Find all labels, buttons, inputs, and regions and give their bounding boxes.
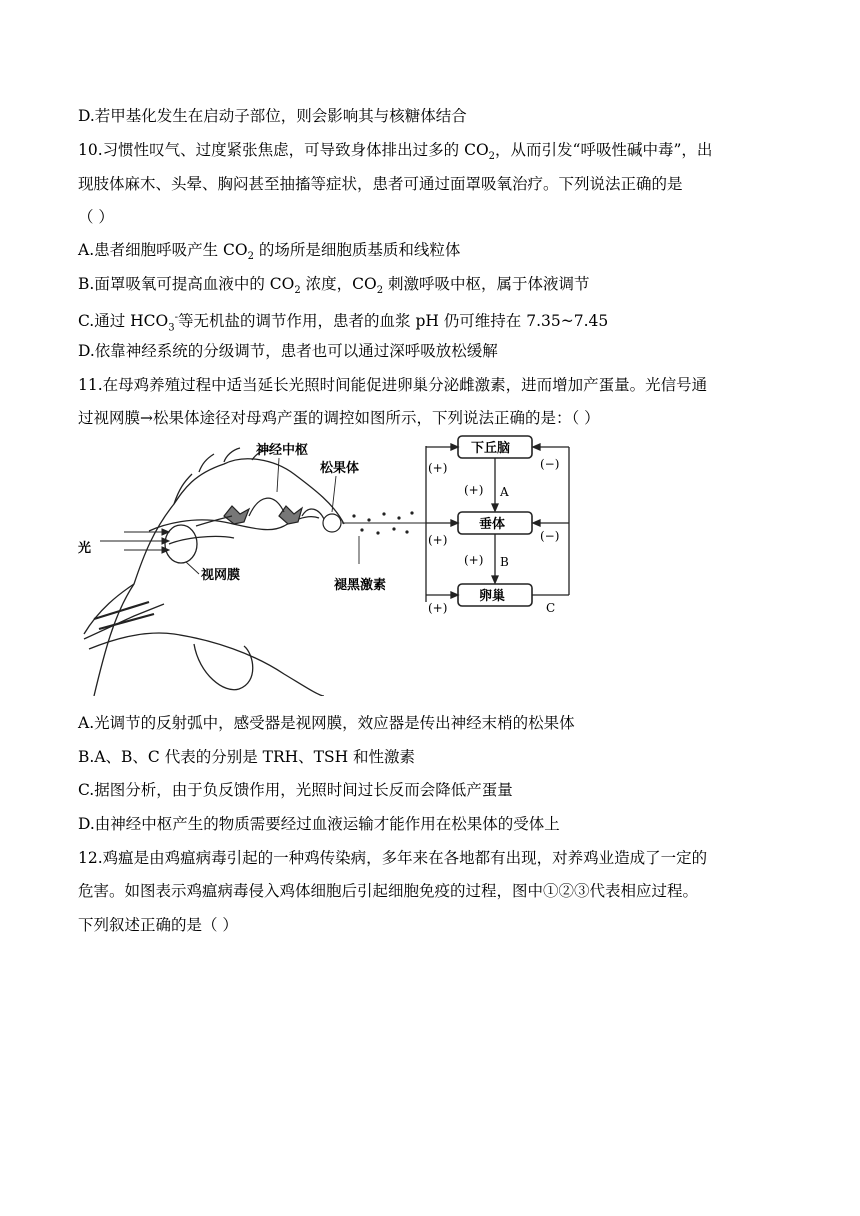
q10-stem-line2: 现肢体麻木、头晕、胸闷甚至抽搐等症状，患者可通过面罩吸氧治疗。下列说法正确的是 xyxy=(78,175,683,193)
plus-sign: (+) xyxy=(428,461,448,475)
q11-option-a: A.光调节的反射弧中，感受器是视网膜，效应器是传出神经末梢的松果体 xyxy=(78,714,575,732)
q11-option-b: B.A、B、C 代表的分别是 TRH、TSH 和性激素 xyxy=(78,748,416,766)
label-melatonin: 褪黑激素 xyxy=(334,578,387,593)
q12-stem-line2: 危害。如图表示鸡瘟病毒侵入鸡体细胞后引起细胞免疫的过程，图中①②③代表相应过程。 xyxy=(78,882,699,900)
label-retina: 视网膜 xyxy=(201,568,241,583)
q9-option-d: D.若甲基化发生在启动子部位，则会影响其与核糖体结合 xyxy=(78,107,467,125)
q10-option-b: B.面罩吸氧可提高血液中的 $CO_2$ 浓度，$CO_2$ 刺激呼吸中枢，属于体液调节 xyxy=(78,275,590,297)
box-pituitary: 垂体 xyxy=(479,517,506,532)
letter-b: B xyxy=(500,555,509,569)
hen-photoperiod-diagram xyxy=(74,434,594,696)
q10-stem-line1: 10.习惯性叹气、过度紧张焦虑，可导致身体排出过多的 $CO_2$，从而引发“呼吸性碱中毒”，出 xyxy=(78,141,713,163)
q11-option-c: C.据图分析，由于负反馈作用，光照时间过长反而会降低产蛋量 xyxy=(78,781,513,799)
box-ovary: 卵巢 xyxy=(479,589,506,604)
q12-stem-line1: 12.鸡瘟是由鸡瘟病毒引起的一种鸡传染病，多年来在各地都有出现，对养鸡业造成了一定的 xyxy=(78,849,708,867)
q11-option-d: D.由神经中枢产生的物质需要经过血液运输才能作用在松果体的受体上 xyxy=(78,815,560,833)
plus-sign: (+) xyxy=(464,483,484,497)
minus-sign: (−) xyxy=(540,457,560,471)
q10-option-c: C.通过 $HCO_3^-$等无机盐的调节作用，患者的血浆 pH 仍可维持在 7.35~7.45 xyxy=(78,312,609,334)
neurons xyxy=(196,498,341,532)
plus-sign: (+) xyxy=(428,601,448,615)
q10-option-d: D.依靠神经系统的分级调节，患者也可以通过深呼吸放松缓解 xyxy=(78,342,498,360)
light-rays xyxy=(100,529,169,553)
box-hypothalamus: 下丘脑 xyxy=(471,441,511,456)
q12-stem-line3: 下列叙述正确的是（ ） xyxy=(78,916,238,934)
minus-sign: (−) xyxy=(540,529,560,543)
q10-answer-blank: （ ） xyxy=(78,208,114,226)
label-nerve-center: 神经中枢 xyxy=(256,443,309,458)
letter-c: C xyxy=(546,601,556,615)
plus-sign: (+) xyxy=(464,553,484,567)
q10-option-a: A.患者细胞呼吸产生 $CO_2$ 的场所是细胞质基质和线粒体 xyxy=(78,241,461,263)
q11-stem-line2: 过视网膜→松果体途径对母鸡产蛋的调控如图所示，下列说法正确的是：（ ） xyxy=(78,409,600,427)
q11-stem-line1: 11.在母鸡养殖过程中适当延长光照时间能促进卵巢分泌雌激素，进而增加产蛋量。光信号通 xyxy=(78,376,708,394)
plus-sign: (+) xyxy=(428,533,448,547)
label-light: 光 xyxy=(78,541,92,556)
label-pineal: 松果体 xyxy=(320,461,360,476)
letter-a: A xyxy=(500,485,509,499)
